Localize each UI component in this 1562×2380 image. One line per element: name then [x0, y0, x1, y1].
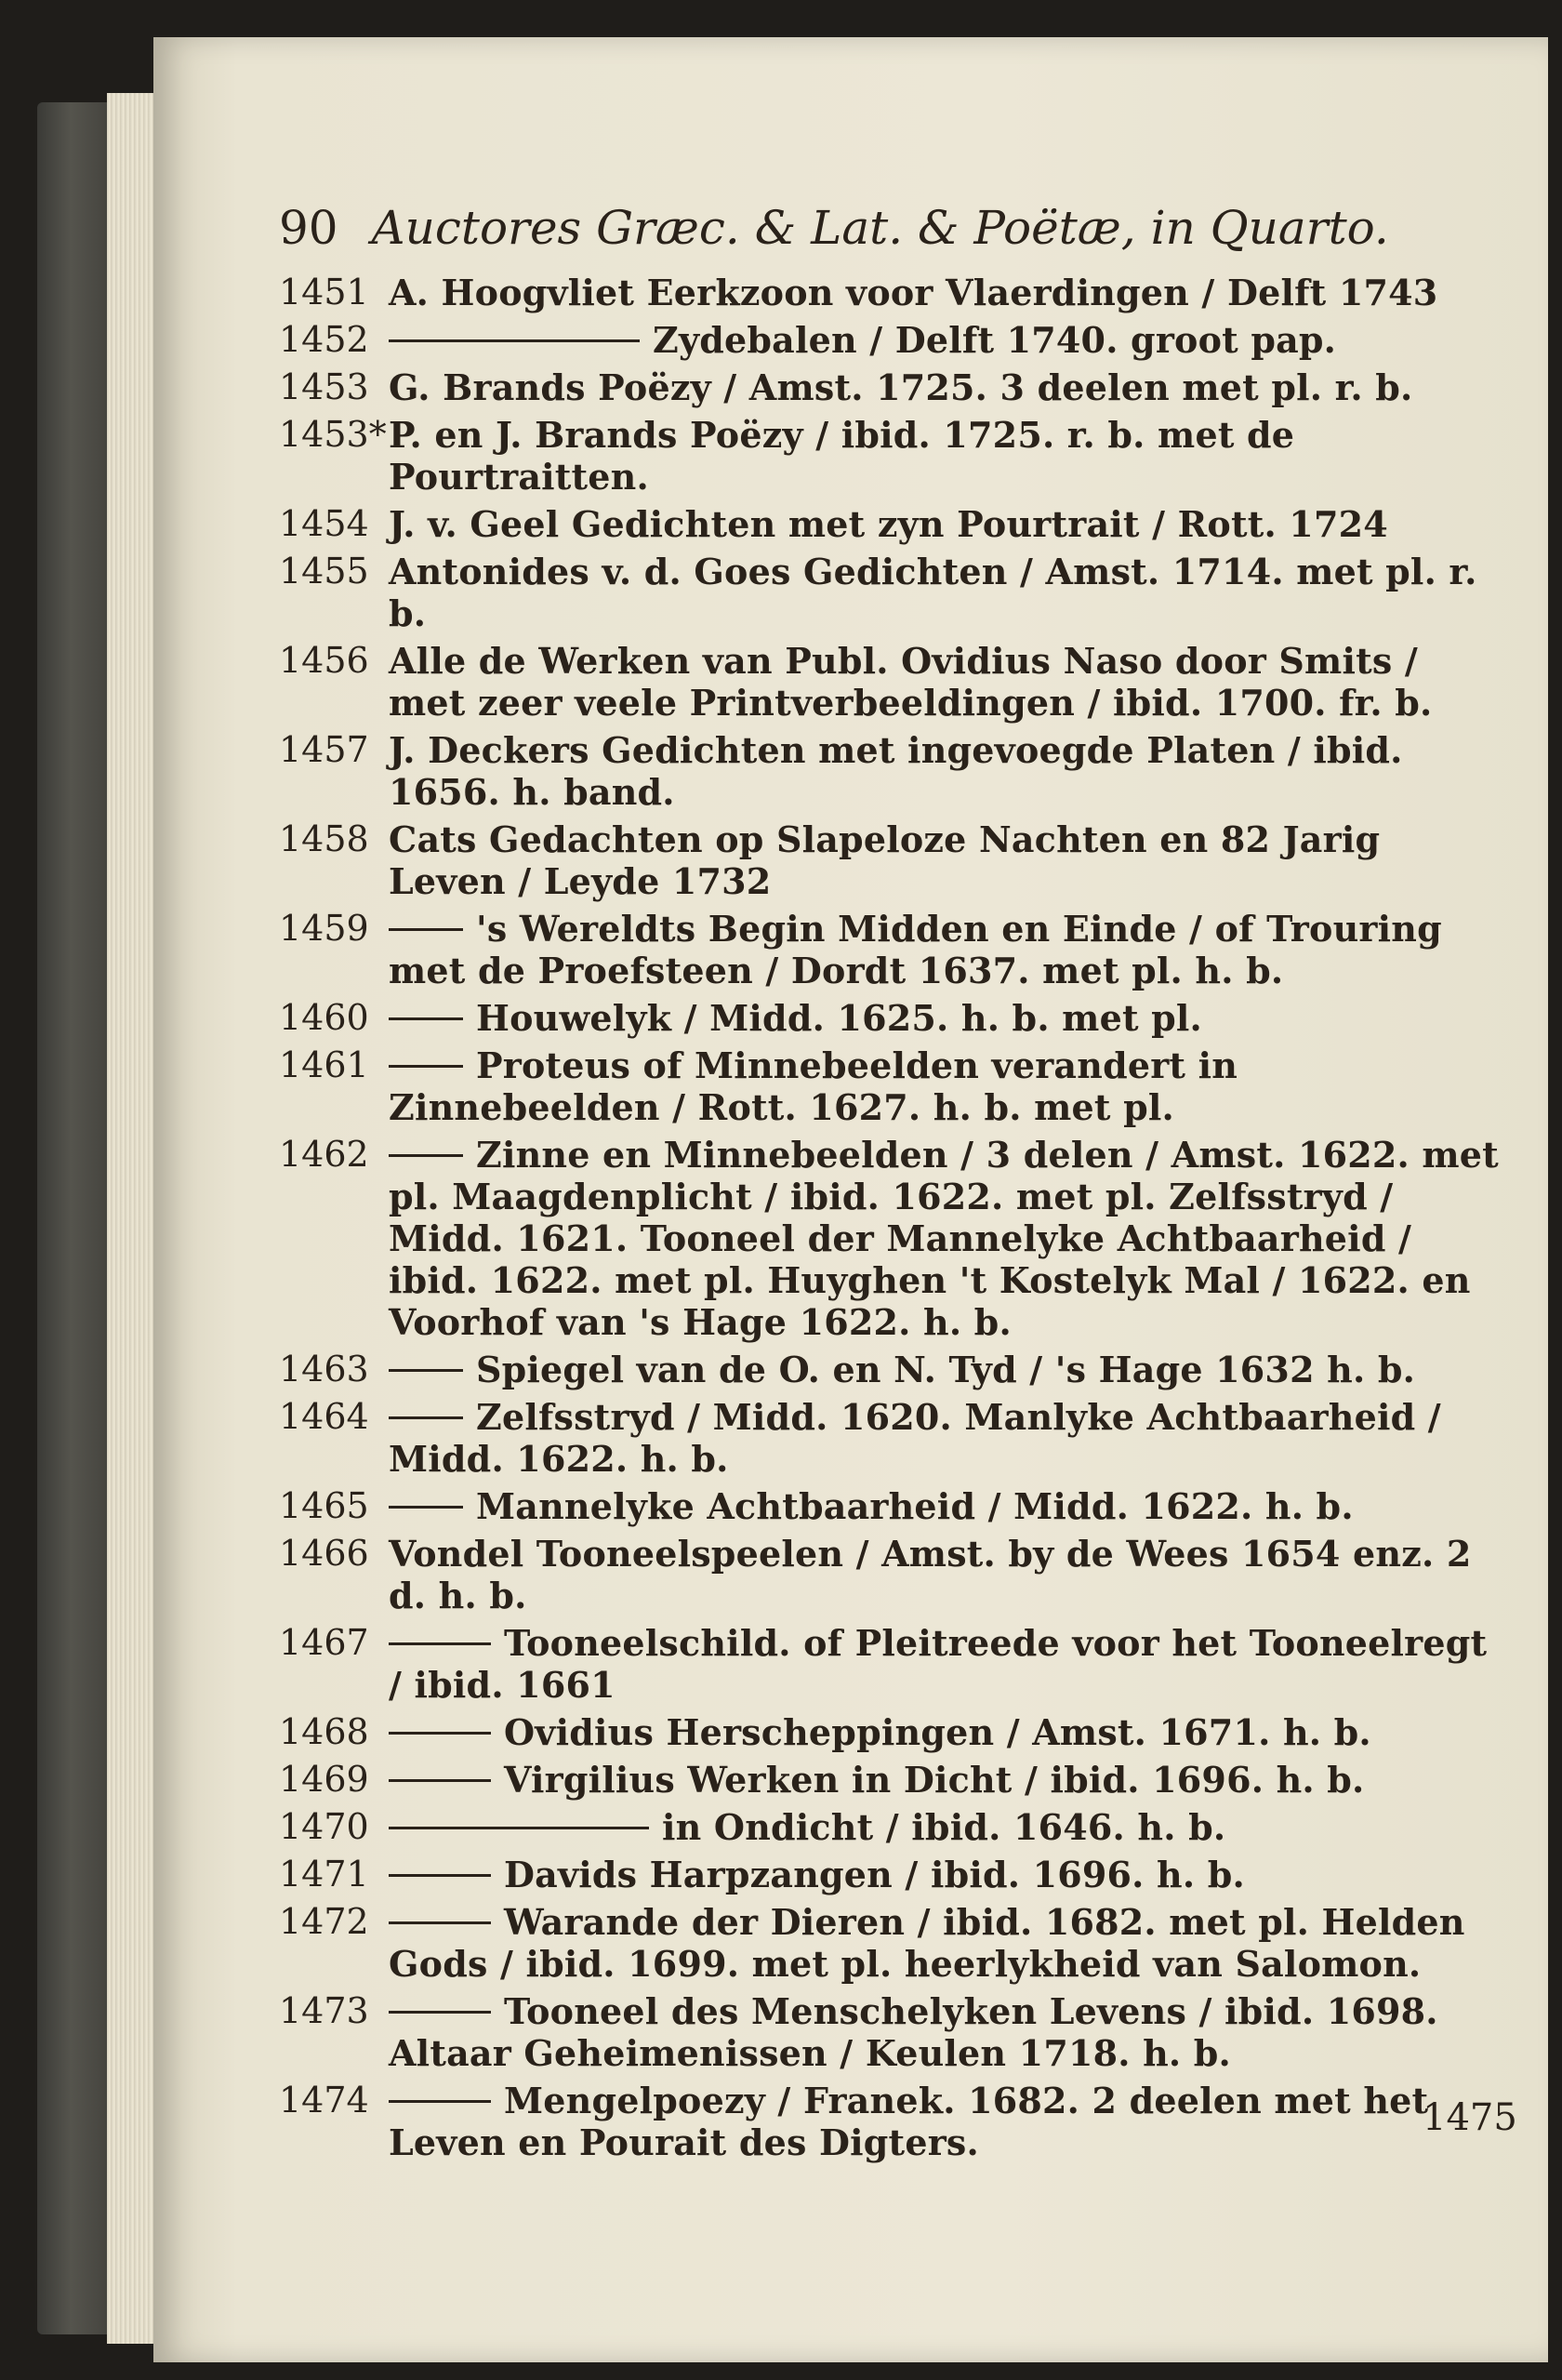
entry-number: 1470	[279, 1806, 369, 1847]
catalog-entry	[279, 1533, 1506, 1616]
catalog-entry	[279, 1396, 1506, 1480]
entry-title: Houwelyk / Midd. 1625. h. b. met pl.	[476, 997, 1202, 1039]
ditto-dash	[389, 1827, 649, 1829]
entry-number: 1458	[279, 818, 369, 859]
entry-number: 1455	[279, 551, 369, 592]
catalog-entry	[279, 1901, 1506, 1985]
catalog-entry	[279, 1349, 1506, 1390]
entry-title: Mannelyke Achtbaarheid / Midd. 1622. h. b.	[476, 1485, 1354, 1527]
entry-title: 's Wereldts Begin Midden en Einde / of Trouring met de Proefsteen / Dordt 1637. met pl. h. b.	[389, 908, 1442, 991]
entry-number: 1460	[279, 997, 369, 1038]
catalog-entry	[279, 2080, 1506, 2163]
catalog-entry	[279, 1806, 1506, 1848]
ditto-dash	[389, 1065, 463, 1068]
page-header	[279, 191, 1488, 265]
ditto-dash	[389, 1369, 463, 1372]
catalog-entries	[279, 272, 1506, 2169]
entry-title: Davids Harpzangen / ibid. 1696. h. b.	[504, 1854, 1245, 1895]
entry-text	[389, 1349, 1506, 1390]
entry-number: 1453	[279, 366, 369, 407]
catalog-entry	[279, 818, 1506, 902]
catalog-entry	[279, 1854, 1506, 1895]
entry-number: 1465	[279, 1485, 369, 1526]
entry-title: in Ondicht / ibid. 1646. h. b.	[662, 1806, 1226, 1848]
entry-text	[389, 1806, 1506, 1848]
catalog-entry	[279, 1711, 1506, 1753]
entry-text	[389, 640, 1506, 724]
entry-title: Antonides v. d. Goes Gedichten / Amst. 1714. met pl. r. b.	[389, 551, 1477, 634]
entry-number: 1462	[279, 1134, 369, 1175]
ditto-dash	[389, 1921, 491, 1924]
catalog-entry	[279, 908, 1506, 991]
catchword: 1475	[1423, 2096, 1517, 2139]
catalog-entry	[279, 1044, 1506, 1128]
entry-number: 1456	[279, 640, 369, 681]
entry-number: 1468	[279, 1711, 369, 1752]
catalog-entry	[279, 1622, 1506, 1706]
entry-text	[389, 729, 1506, 813]
entry-text	[389, 1854, 1506, 1895]
entry-number: 1451	[279, 272, 369, 312]
entry-text	[389, 1044, 1506, 1128]
catalog-entry	[279, 1134, 1506, 1343]
ditto-dash	[389, 928, 463, 931]
ditto-dash	[389, 1732, 491, 1735]
ditto-dash	[389, 1874, 491, 1877]
entry-text	[389, 1533, 1506, 1616]
entry-title: Vondel Tooneelspeelen / Amst. by de Wees 1654 enz. 2 d. h. b.	[389, 1533, 1472, 1616]
entry-title: Ovidius Herscheppingen / Amst. 1671. h. b.	[504, 1711, 1371, 1753]
entry-text	[389, 1759, 1506, 1801]
entry-text	[389, 2080, 1506, 2163]
entry-title: A. Hoogvliet Eerkzoon voor Vlaerdingen / Delft 1743	[389, 272, 1438, 313]
entry-text	[389, 366, 1506, 408]
entry-title: Alle de Werken van Publ. Ovidius Naso door Smits / met zeer veele Printverbeeldingen / ibid. 1700. fr. b.	[389, 640, 1433, 724]
entry-number: 1466	[279, 1533, 369, 1574]
entry-title: Proteus of Minnebeelden verandert in Zinnebeelden / Rott. 1627. h. b. met pl.	[389, 1044, 1238, 1128]
entry-title: Zinne en Minnebeelden / 3 delen / Amst. 1622. met pl. Maagdenplicht / ibid. 1622. met pl. Zelfsstryd / Midd. 1621. Tooneel der Mannelyke Achtbaarheid / ibid. 1622. met pl. Huyghen 't Kostelyk Mal / 1622. en Voorhof van 's Hage 1622. h. b.	[389, 1134, 1499, 1343]
entry-text	[389, 908, 1506, 991]
catalog-entry	[279, 319, 1506, 361]
entry-title: Zydebalen / Delft 1740. groot pap.	[653, 319, 1337, 361]
entry-title: Spiegel van de O. en N. Tyd / 's Hage 1632 h. b.	[476, 1349, 1416, 1390]
entry-title: J. Deckers Gedichten met ingevoegde Platen / ibid. 1656. h. band.	[389, 729, 1403, 813]
entry-title: Mengelpoezy / Franek. 1682. 2 deelen met het Leven en Pourait des Digters.	[389, 2080, 1429, 2163]
page-number: 90	[279, 201, 338, 255]
entry-number: 1453*	[279, 414, 387, 455]
entry-text	[389, 272, 1506, 313]
catalog-entry	[279, 366, 1506, 408]
entry-text	[389, 503, 1506, 545]
catalog-entry	[279, 414, 1506, 498]
entry-text	[389, 1134, 1506, 1343]
catalog-entry	[279, 997, 1506, 1039]
ditto-dash	[389, 2011, 491, 2014]
entry-title: Tooneel des Menschelyken Levens / ibid. 1698. Altaar Geheimenissen / Keulen 1718. h. b.	[389, 1990, 1438, 2074]
entry-text	[389, 997, 1506, 1039]
catalog-entry	[279, 272, 1506, 313]
catalog-entry	[279, 640, 1506, 724]
entry-number: 1464	[279, 1396, 369, 1437]
entry-title: Tooneelschild. of Pleitreede voor het Tooneelregt / ibid. 1661	[389, 1622, 1488, 1706]
entry-number: 1467	[279, 1622, 369, 1663]
catalog-entry	[279, 1990, 1506, 2074]
entry-number: 1461	[279, 1044, 369, 1085]
entry-number: 1471	[279, 1854, 369, 1895]
ditto-dash	[389, 1154, 463, 1157]
entry-title: Zelfsstryd / Midd. 1620. Manlyke Achtbaarheid / Midd. 1622. h. b.	[389, 1396, 1441, 1480]
running-title: Auctores Græc. & Lat. & Poëtæ, in Quarto.	[371, 201, 1389, 255]
ditto-dash	[389, 1017, 463, 1020]
catalog-entry	[279, 503, 1506, 545]
entry-text	[389, 1485, 1506, 1527]
entry-number: 1472	[279, 1901, 369, 1942]
entry-text	[389, 1396, 1506, 1480]
ditto-dash	[389, 2100, 491, 2103]
catalog-entry	[279, 1759, 1506, 1801]
entry-number: 1454	[279, 503, 369, 544]
entry-title: Cats Gedachten op Slapeloze Nachten en 82 Jarig Leven / Leyde 1732	[389, 818, 1381, 902]
entry-title: Warande der Dieren / ibid. 1682. met pl. Helden Gods / ibid. 1699. met pl. heerlykheid van Salomon.	[389, 1901, 1465, 1985]
entry-text	[389, 1901, 1506, 1985]
entry-number: 1463	[279, 1349, 369, 1389]
entry-text	[389, 319, 1506, 361]
entry-text	[389, 1990, 1506, 2074]
entry-text	[389, 818, 1506, 902]
ditto-dash	[389, 339, 640, 342]
entry-text	[389, 551, 1506, 634]
entry-title: Virgilius Werken in Dicht / ibid. 1696. h. b.	[504, 1759, 1365, 1801]
entry-number: 1473	[279, 1990, 369, 2031]
ditto-dash	[389, 1779, 491, 1782]
entry-number: 1474	[279, 2080, 369, 2121]
entry-text	[389, 414, 1506, 498]
entry-title: G. Brands Poëzy / Amst. 1725. 3 deelen met pl. r. b.	[389, 366, 1413, 408]
entry-number: 1452	[279, 319, 369, 360]
entry-text	[389, 1711, 1506, 1753]
entry-title: P. en J. Brands Poëzy / ibid. 1725. r. b. met de Pourtraitten.	[389, 414, 1295, 498]
entry-title: J. v. Geel Gedichten met zyn Pourtrait / Rott. 1724	[389, 503, 1388, 545]
catalog-entry	[279, 1485, 1506, 1527]
ditto-dash	[389, 1506, 463, 1509]
catalog-entry	[279, 551, 1506, 634]
entry-number: 1459	[279, 908, 369, 949]
entry-number: 1457	[279, 729, 369, 770]
ditto-dash	[389, 1642, 491, 1645]
entry-text	[389, 1622, 1506, 1706]
catalog-entry	[279, 729, 1506, 813]
ditto-dash	[389, 1416, 463, 1419]
entry-number: 1469	[279, 1759, 369, 1800]
